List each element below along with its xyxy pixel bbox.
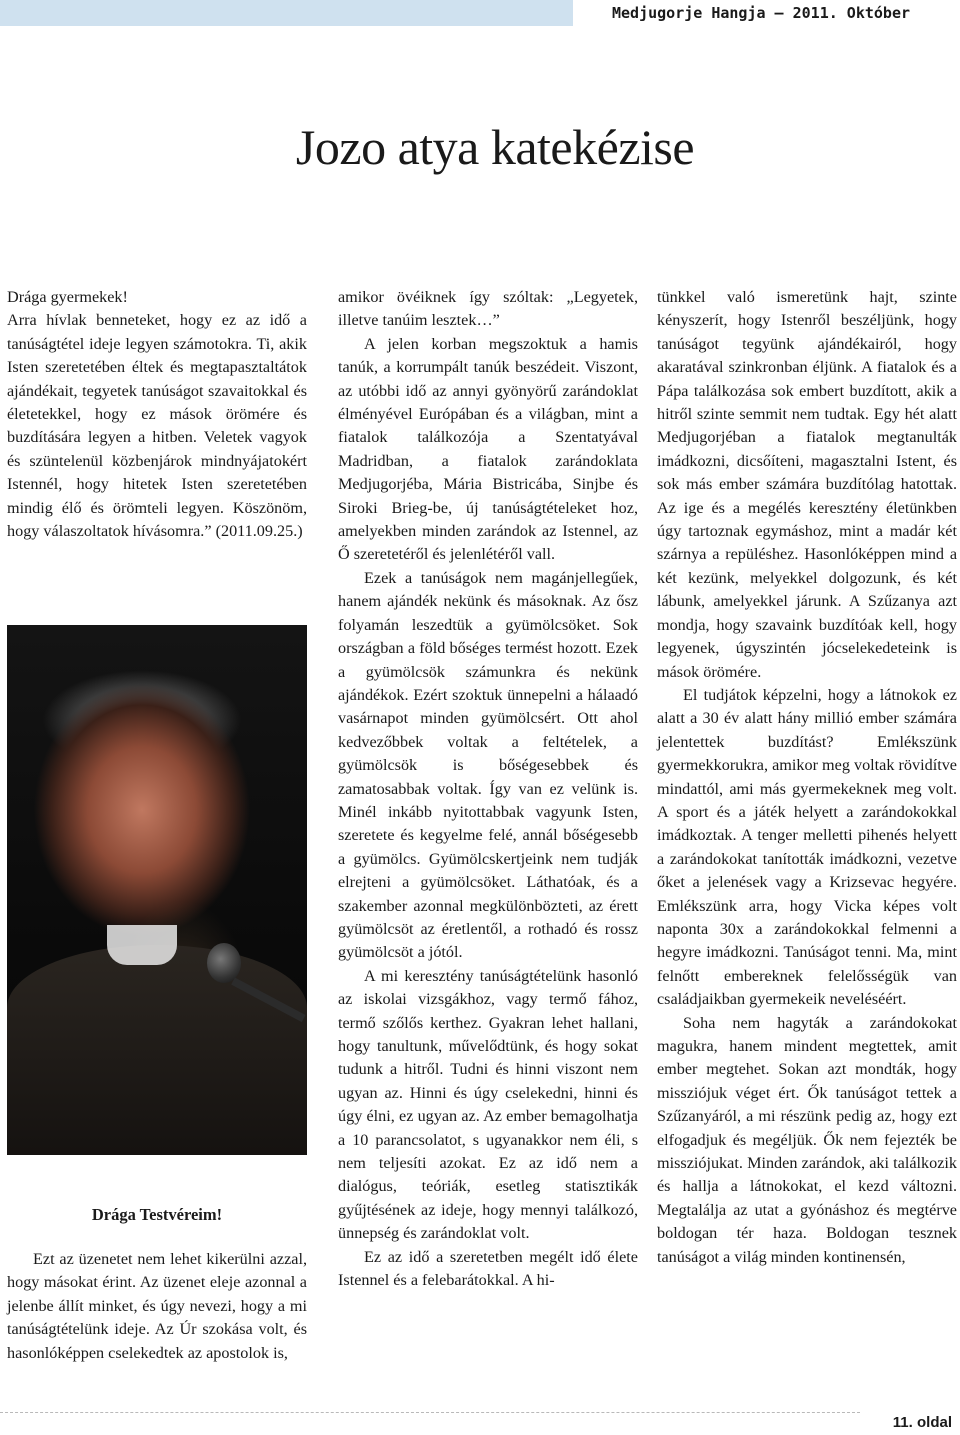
catechesis-greeting: Drága Testvéreim! [91,1205,223,1224]
paragraph: Ez az idő a szeretetben megélt idő élete Istennel és a felebarátokkal. A hi- [338,1247,638,1290]
robe-shape [7,945,307,1155]
catechesis-column-2 [338,286,638,1292]
collar-shape [107,925,177,965]
paragraph: amikor övéiknek így szóltak: „Legyetek, illetve tanúim lesztek…” [338,288,638,330]
paragraph: El tudjátok képzelni, hogy a látnokok ez alatt a 30 év alatt hány millió ember számára jelentettek buzdítást? Emlékszünk gyermekkorukra, amikor meg voltak rövidítve mindattól, ami más gyermekeknek meg volt. A sport és a játék helyett a zarándokokkal imádkoztak. A tenger melletti pihenés helyett a zarándokokat tanították imádkozni, vezetve őket a jelenések vagy a Krizsevac hegyére. Emlékszünk arra, hogy Vicka képes volt naponta 30x a zarándokokkal felmenni a hegyre imádkozni. Tanúságot tenni. Ma, mint felnőtt embereknek felelősségük van családjaikban gyermekeik neveléséért. [657,685,957,1009]
catechesis-column-3 [657,286,957,1269]
paragraph: Ezek a tanúságok nem magánjellegűek, hanem ajándék nekünk és másoknak. Az ősz folyamán leszedtük a gyümölcsöket. Sok országban a föld bőséges termést hozott. Ezek a gyümölcsök számunkra és nekünk ajándékok. Ezért szoktuk ünnepelni a hálaadó vasárnapot minden gyümölcsért. Ott ahol kedvezőbbek voltak a feltételek, a gyümölcsök is bőségesebbek és zamatosabbak voltak. Így van ez velünk is. Minél inkább nyitottabbak vagyunk Isten, szeretete és kegyelme felé, annál bőségesebb a gyümölcs. Gyümölcskertjeink nem tudják elrejteni a gyümölcsöket. Láthatóak, és a szakember azonnal megkülönbözteti, az érett gyümölcsöt az éretlentől, a rothadó és rossz gyümölcsöt a jótól. [338,568,638,962]
paragraph: Ezt az üzenetet nem lehet kikerülni azzal, hogy másokat érint. Az üzenet eleje azonnal a jelenbe állít minket, és úgy nevezi, hogy a mi tanúságtételünk ideje. Az Úr szokása volt, és hasonlóképpen cselekedtek az apostolok is, [7,1250,307,1362]
message-column [7,286,307,543]
page-title: Jozo atya katekézise [295,119,695,175]
publication-header: Medjugorje Hangja – 2011. Október [573,0,960,26]
paragraph: Soha nem hagyták a zarándokokat magukra, hanem mindent megtettek, amit ember megtehet. Sokan azt mondták, hogy missziójuk véget ért. Ők tanúságot tettek a Szűzanyáról, a mi részünk pedig az, hogy ezt elfogadjuk és megéljük. Ők nem fejezték be missziójukat. Minden zarándok, aki találkozik és hallja a látnokokat, el kezd változni. Megtalálja az utat a gyónáshoz és megtérve boldogan tér haza. Boldogan tesznek tanúságot a világ minden kontinensén, [657,1013,957,1266]
portrait-photo [7,625,307,1155]
header-accent-band [0,0,573,26]
footer-divider [0,1412,860,1413]
paragraph: tünkkel való ismeretünk hajt, szinte kényszerít, hogy Istenről beszéljünk, hogy tanúságot tegyünk ajándékairól, hogy akaratával szinkronban éljünk. A fiatalok és a Pápa találkozása sok embert buzdított, akik a hitről szinte semmit nem tudtak. Egy hét alatt Medjugorjéban a fiatalok megtanulták imádkozni, dicsőíteni, magasztalni Istent, és sok más ember számára buzdítólag hatottak. Az ige és a megélés keresztény életünkben úgy tartoznak egymáshoz, mint a madár két szárnya a repüléshez. Hasonlóképpen mind a két kezünk, melyekkel dolgozunk, és két lábunk, amelyekkel járunk. A Szűzanya azt mondja, hogy szavaink buzdítóak kell, hogy legyenek, úgyszintén jócselekedeteink is mások örömére. [657,288,957,681]
paragraph: A jelen korban megszoktuk a hamis tanúk, a korrumpált tanúk beszédeit. Viszont, az utóbbi idő az annyi gyönyörű zarándoklat élményével Európában és a világban, mint a fiatalok találkozója a Szentatyával Madridban, a fiatalok zarándoklata Medjugorjéba, Mária Bistricába, Sinjbe és Siroki Brieg-be, új tanúságtételeket hoz, amelyekben minden zarándok az Istennel, az Ő szeretetéről és jelenlétéről vall. [338,334,638,564]
catechesis-column-1 [7,1248,307,1365]
microphone-icon [207,943,241,983]
header-bar [0,0,960,26]
message-salutation: Drága gyermekek! [7,288,128,306]
page-number: 11. oldal [892,1414,952,1431]
paragraph: A mi keresztény tanúságtételünk hasonló az iskolai vizsgákhoz, vagy termő fához, termő szőlős kerthez. Gyakran lehet hallani, hogy tanultunk, művelődtünk, és hogy sokat tudunk a hitről. Tudni és hinni viszont nem ugyan az. Hinni és úgy cselekedni, hinni és úgy élni, ez ugyan az. Az ember bemagolhatja a 10 parancsolatot, s ugyanakkor nem éli, s nem teljesíti azokat. Ez az idő nem a dialógus, teóriák, esetleg statisztikák gyűjtésének az ideje, hogy mennyi találkozó, ünnepség és zarándoklat volt. [338,966,638,1243]
message-body: Arra hívlak benneteket, hogy ez az idő a tanúságtétel ideje legyen számotokra. Ti, akik Isten szeretetében éltek és megtapasztaltátok ajándékait, tegyetek tanúságot szavaitokkal és életetekkel, hogy ez mások örömére és buzdítására legyen a hitben. Veletek vagyok és szüntelenül közbenjárok mindnyájatokért Istennél, hogy hitetek Isten szeretetében mindig élő és örömteli legyen. Köszönöm, hogy válaszoltatok hívásomra.” (2011.09.25.) [7,311,307,541]
